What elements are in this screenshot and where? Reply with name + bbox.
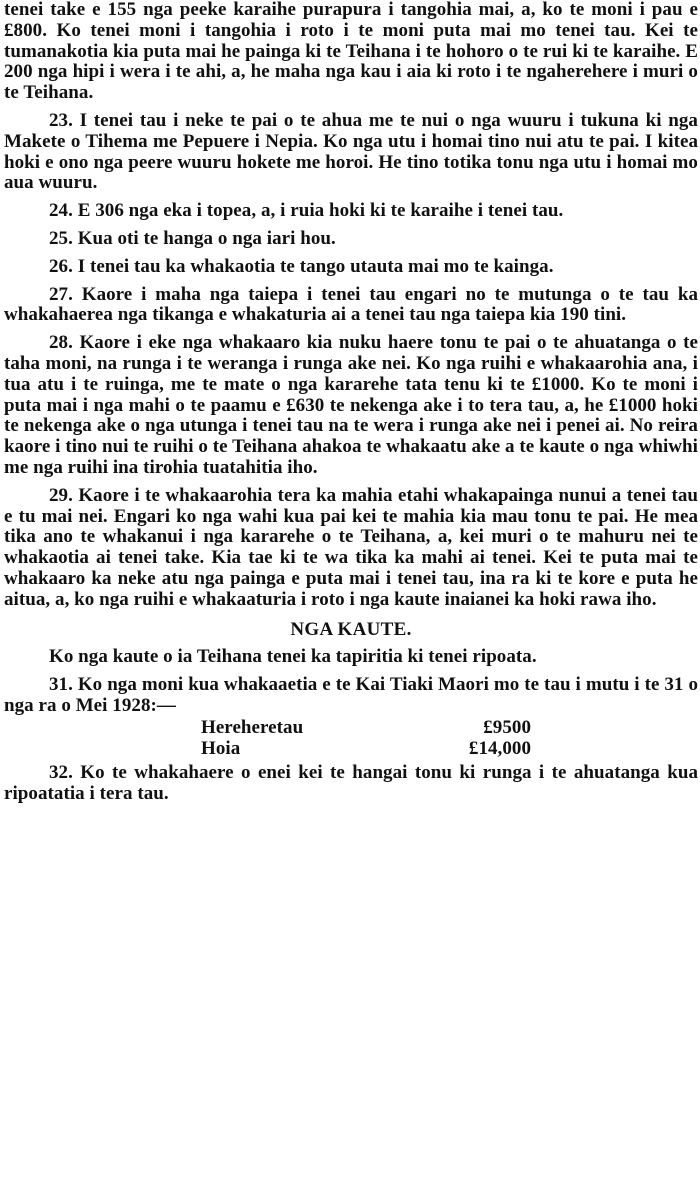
- paragraph-25: 25. Kua oti te hanga o nga iari hou.: [49, 227, 336, 249]
- paragraph-31: 31. Ko nga moni kua whakaaetia e te Kai Tiaki Maori mo te tau i mutu i te 31 o nga ra o Mei 1928:—: [4, 674, 698, 716]
- paragraph-27: 27. Kaore i maha nga taiepa i tenei tau engari no te mutunga o te tau ka whakahaerea nga tikanga e whakaturia ai a tenei tau nga taiepa kia 190 tini.: [4, 283, 698, 326]
- paragraph-26: 26. I tenei tau ka whakaotia te tango utauta mai mo te kainga.: [49, 255, 554, 277]
- paragraph-23: 23. I tenei tau i neke te pai o te ahua me te nui o nga wuuru i tukuna ki nga Makete o Tihema me Pepuere i Nepia. Ko nga utu i homai tino nui atu te pai. I kitea hoki e ono nga peere wuuru hokete me horoi. He tino totika tonu nga utu i homai mo aua wuuru.: [4, 109, 698, 194]
- section-heading: NGA KAUTE.: [290, 618, 412, 640]
- amount-value: £14,000: [468, 737, 531, 759]
- amounts-table: [201, 717, 531, 759]
- amount-label: Hoia: [201, 737, 241, 759]
- amount-label: Hereheretau: [201, 716, 304, 738]
- paragraph-29: 29. Kaore i te whakaarohia tera ka mahia etahi whakapainga nunui a tenei tau e tu mai nei. Engari ko nga wahi kua pai kei te mahia kia mau tonu te pai. He mea tika ano te whakanui i nga kararehe o te Teihana, a, kei muri o te mahuru nei te whakaotia ai tenei take. Kia tae ki te wa tika ka mahi ai tenei. Kei te puta mai te whakaaro ka neke atu nga painga e puta mai i tenei tau, ina ra ki te kore e puta he aitua, a, ko nga ruihi e whakaaturia i roto i nga kaute inaianei ka hoki rawa iho.: [4, 484, 698, 610]
- paragraph-continuation: tenei take e 155 nga peeke karaihe purapura i tangohia mai, a, ko te moni i pau e £800. Ko tenei moni i tangohia i roto i te moni puta mai mo tenei tau. Kei te tumanakotia kia puta mai he painga ki te Teihana i te hohoro o te rui ki te karaihe. E 200 nga hipi i wera i te ahi, a, he maha nga kau i aia ki roto i te ngaherehere i muri o te Teihana.: [4, 0, 698, 104]
- amount-row: [201, 738, 531, 759]
- paragraph-32: 32. Ko te whakahaere o enei kei te hangai tonu ki runga i te ahuatanga kua ripoatatia i tera tau.: [4, 761, 698, 804]
- amount-value: £9500: [483, 716, 531, 738]
- paragraph-28: 28. Kaore i eke nga whakaaro kia nuku haere tonu te pai o te ahuatanga o te taha moni, na runga i te weranga i runga ake nei. Ko nga ruihi e whakaarohia ana, i tua atu i te ruinga, me te mate o nga kararehe tata tenu ki te £1000. Ko te moni i puta mai i nga mahi o te paamu e £630 te nekenga ake i to tera tau, a, he £1000 hoki te nekenga ake o nga utunga i tenei tau na te wera i runga ake nei i penei ai. No reira kaore i tino nui te ruihi o te Teihana ahakoa te whakaatu ake a te kaute o nga whiwhi me nga ruihi ina tirohia tuatahitia iho.: [4, 332, 698, 478]
- paragraph-accounts: Ko nga kaute o ia Teihana tenei ka tapiritia ki tenei ripoata.: [49, 646, 537, 668]
- paragraph-24: 24. E 306 nga eka i topea, a, i ruia hoki ki te karaihe i tenei tau.: [49, 200, 564, 222]
- amount-row: [201, 717, 531, 738]
